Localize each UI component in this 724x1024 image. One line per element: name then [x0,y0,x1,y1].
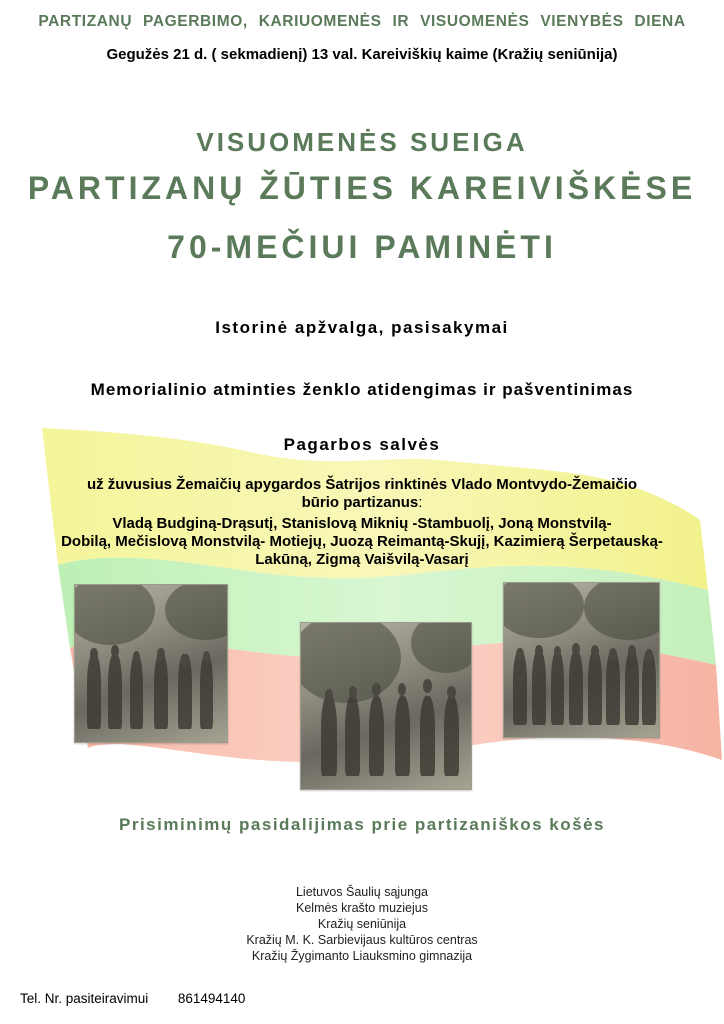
title-line-3: 70-MEČIUI PAMINĖTI [167,229,557,265]
phone-number: 861494140 [177,991,246,1006]
memories-line: Prisiminimų pasidalijimas prie partizaniškos košės [119,815,605,834]
program-review: Istorinė apžvalga, pasisakymai [215,318,509,337]
honor-line-4: Dobilą, Mečislovą Monstvilą- Motiejų, Juozą Reimantą-Skujį, Kazimierą Šerpetauską- [61,533,663,550]
program-memorial: Memorialinio atminties ženklo atidengimas ir pašventinimas [90,380,634,399]
organizer-item: Kelmės krašto muziejus [296,901,428,915]
organizer-item: Kražių Žygimanto Liauksmino gimnazija [251,949,473,963]
honor-colon: : [418,494,423,511]
phone-label: Tel. Nr. pasiteiravimui [20,991,149,1006]
organizer-item: Kražių M. K. Sarbievijaus kultūros centras [246,933,478,947]
event-title: PARTIZANŲ PAGERBIMO, KARIUOMENĖS IR VISUOMENĖS VIENYBĖS DIENA [38,13,686,30]
contact-line [20,991,245,1006]
organizer-item: Lietuvos Šaulių sąjunga [295,885,429,899]
event-date-place: Gegužės 21 d. ( sekmadienį) 13 val. Kareiviškių kaime (Kražių seniūnija) [106,46,618,63]
program-salute: Pagarbos salvės [283,435,441,454]
honor-line-5: Lakūną, Zigmą Vaišvilą-Vasarį [255,551,469,568]
title-line-1: VISUOMENĖS SUEIGA [196,127,528,157]
honor-line-2 [0,494,724,511]
organizer-item: Kražių seniūnija [317,917,407,931]
title-line-2: PARTIZANŲ ŽŪTIES KAREIVIŠKĖSE [27,170,697,206]
honor-unit: būrio partizanus [301,494,419,511]
organizers-list [0,884,724,964]
honor-line-3: Vladą Budginą-Drąsutį, Stanislovą Miknių -Stambuolį, Joną Monstvilą- [112,515,612,532]
historical-photo-1 [74,584,228,743]
honor-line-1: už žuvusius Žemaičių apygardos Šatrijos rinktinės Vlado Montvydo-Žemaičio [86,476,638,493]
historical-photo-3 [503,582,660,738]
historical-photo-2 [300,622,472,790]
